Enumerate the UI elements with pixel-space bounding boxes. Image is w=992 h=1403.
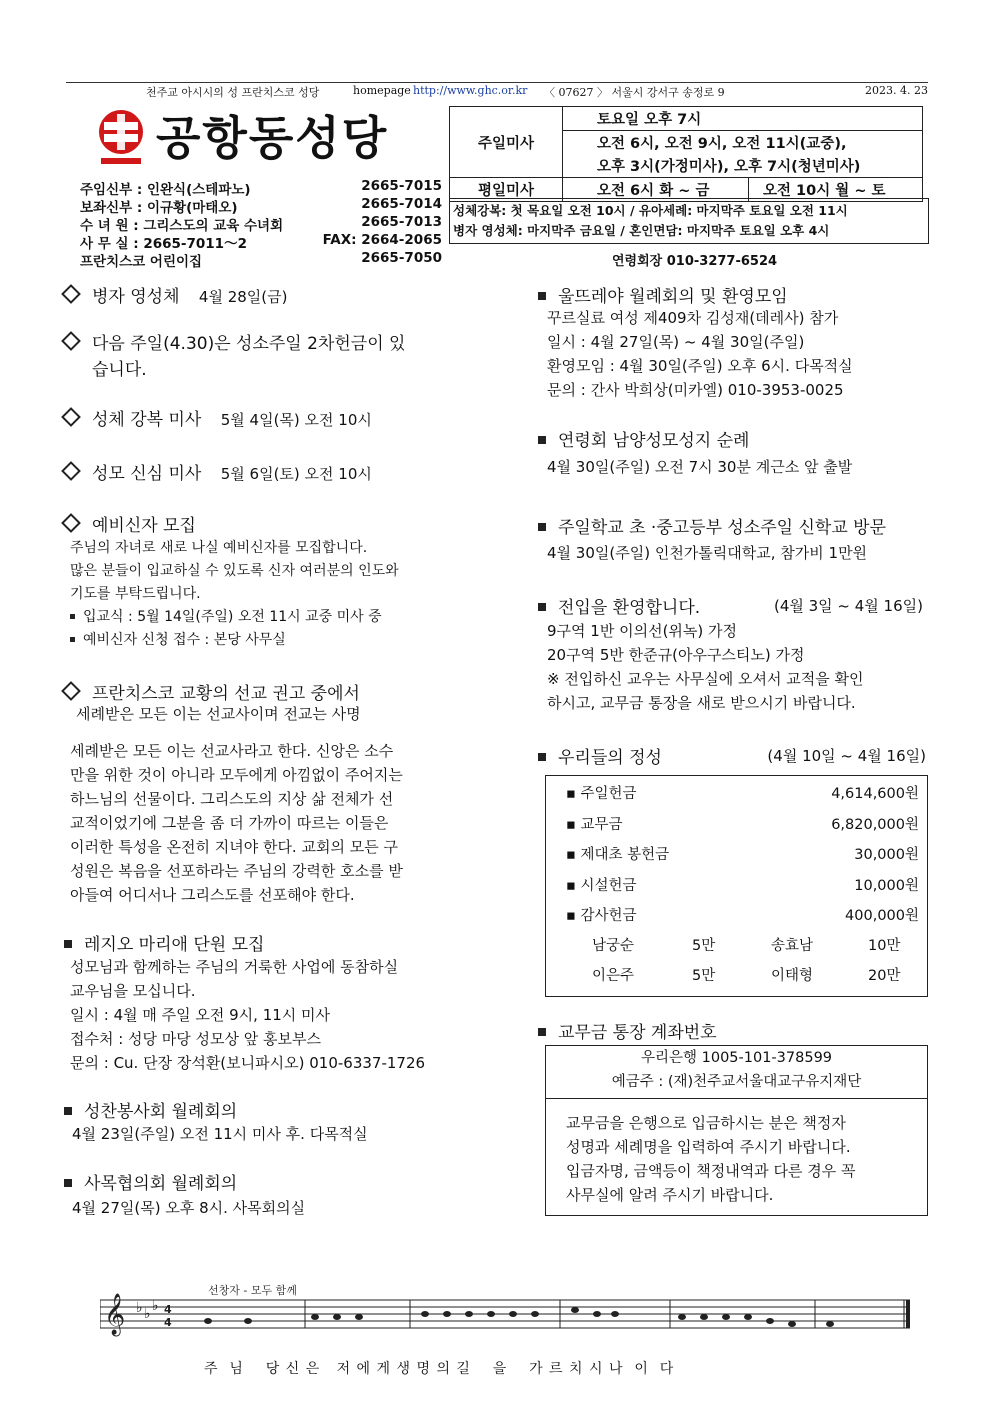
square-bullet-icon — [70, 637, 75, 642]
square-bullet-icon — [538, 523, 546, 531]
square-bullet-icon — [70, 614, 75, 619]
staff-row: 주임신부 : 인완식(스테파노) 2665-7015 — [80, 178, 442, 198]
benediction-notice: 성체 강복 미사 5월 4일(목) 오전 10시 — [64, 405, 372, 430]
square-bullet-icon — [538, 603, 546, 611]
pilgrimage-detail: 4월 30일(주일) 오전 7시 30분 계근소 앞 출발 — [547, 458, 853, 476]
svg-text:♭: ♭ — [144, 1306, 151, 1322]
offering-row: ▪ 제대초 봉헌금 30,000원 — [566, 847, 919, 863]
sunday-mass-line: 토요일 오후 7시 — [563, 107, 923, 131]
vocation-sunday-notice: 다음 주일(4.30)은 성소주일 2차헌금이 있 습니다. — [64, 331, 405, 383]
diamond-bullet-icon — [61, 331, 81, 351]
catechumen-heading: 예비신자 모집 — [64, 511, 196, 536]
music-staff — [100, 1280, 910, 1352]
offering-row: ▪ 주일헌금 4,614,600원 — [566, 786, 919, 802]
music-lyrics: 주 님 당 신 은 저 에 게 생 명 의 길 을 가 르 치 시 나 이 다 — [204, 1361, 675, 1377]
pastoral-council-heading: 사목협의회 월례회의 — [64, 1169, 237, 1194]
svg-text:♭: ♭ — [136, 1300, 143, 1316]
donor-row: 이은주 5만 이태형 20만 — [592, 967, 901, 984]
choir-meeting-detail: 4월 23일(주일) 오전 11시 미사 후. 다목적실 — [72, 1125, 368, 1143]
pope-exhortation-subtitle: 세례받은 모든 이는 선교사이며 전교는 사명 — [76, 705, 361, 723]
staff-list — [80, 178, 442, 268]
sacrament-info-line: 병자 영성체: 마지막주 금요일 / 혼인면담: 마지막주 토요일 오후 4시 — [453, 223, 830, 238]
weekday-mass-early: 오전 6시 화 ~ 금 — [563, 178, 749, 202]
sacrament-info-line: 성체강복: 첫 목요일 오전 10시 / 유아세례: 마지막주 토요일 오전 11시 — [453, 203, 848, 218]
bank-note-box: 교무금을 은행으로 입금하시는 분은 책정자 성명과 세례명을 입력하여 주시기 바랍니다. 입금자명, 금액등이 책정내역과 다른 경우 꼭 사무실에 알려 주시기 바랍니다. — [545, 1098, 928, 1216]
seminary-visit-detail: 4월 30일(주일) 인천가톨릭대학교, 참가비 1만원 — [547, 544, 868, 562]
welcome-body: 9구역 1반 이의선(위녹) 가정 20구역 5반 한준규(아우구스티노) 가정 ※ 전입하신 교우는 사무실에 오셔서 교적을 확인 하시고, 교무금 통장을 새로 받으시기 바랍니다. — [547, 622, 864, 712]
mass-schedule-table — [449, 106, 923, 202]
offering-row: ▪ 감사헌금 400,000원 — [566, 908, 919, 924]
offerings-box — [545, 775, 928, 997]
funeral-society-contact: 연령회장 010-3277-6524 — [612, 254, 778, 269]
offering-row: ▪ 교무금 6,820,000원 — [566, 816, 919, 833]
catechumen-body: 주님의 자녀로 새로 나실 예비신자를 모집합니다. 많은 분들이 입교하실 수 있도록 신자 여러분의 인도와 기도를 부탁드립니다. 입교식 : 5월 14일(주일) 오전 11시 교중 미사 중 예비신자 신청 접수 : 본당 사무실 — [70, 540, 399, 648]
svg-text:𝄞: 𝄞 — [104, 1294, 126, 1335]
donor-row: 남궁순 5만 송효남 10만 — [592, 937, 901, 954]
offerings-heading: 우리들의 정성 (4월 10일 ~ 4월 16일) — [538, 743, 926, 768]
homepage-link[interactable]: http://www.ghc.or.kr — [413, 84, 528, 97]
music-caption: 선창자 - 모두 함께 — [208, 1284, 297, 1297]
page-title: 공항동성당 — [156, 111, 389, 165]
sunday-mass-line: 오후 3시(가정미사), 오후 7시(청년미사) — [563, 154, 923, 178]
staff-row: 프란치스코 어린이집 2665-7050 — [80, 250, 442, 270]
svg-text:4: 4 — [164, 1316, 172, 1329]
marian-mass-notice: 성모 신심 미사 5월 6일(토) 오전 10시 — [64, 459, 372, 484]
top-divider — [66, 82, 928, 83]
diamond-bullet-icon — [61, 681, 81, 701]
pastoral-council-detail: 4월 27일(목) 오후 8시. 사목회의실 — [72, 1199, 306, 1217]
diamond-bullet-icon — [61, 284, 81, 304]
sunday-mass-line: 오전 6시, 오전 9시, 오전 11시(교중), — [563, 131, 923, 155]
staff-row: 수 녀 원 : 그리스도의 교육 수녀회 2665-7013 — [80, 214, 442, 234]
diamond-bullet-icon — [61, 461, 81, 481]
pope-exhortation-heading: 프란치스코 교황의 선교 권고 중에서 — [64, 679, 360, 704]
diamond-bullet-icon — [61, 407, 81, 427]
choir-meeting-heading: 성찬봉사회 월례회의 — [64, 1097, 237, 1122]
bank-account-holder: 예금주 : (재)천주교서울대교구유지재단 — [611, 1074, 862, 1090]
welcome-heading: 전입을 환영합니다. (4월 3일 ~ 4월 16일) — [538, 593, 923, 618]
legio-heading: 레지오 마리애 단원 모집 — [64, 930, 264, 955]
sacrament-info-box — [449, 198, 929, 244]
parish-line: 천주교 아시시의 성 프란치스코 성당 — [146, 86, 320, 99]
diamond-bullet-icon — [61, 513, 81, 533]
weekday-mass-late: 오전 10시 월 ~ 토 — [748, 178, 922, 202]
issue-date: 2023. 4. 23 — [865, 84, 928, 97]
square-bullet-icon — [538, 753, 546, 761]
offering-row: ▪ 시설헌금 10,000원 — [566, 877, 919, 894]
square-bullet-icon — [64, 1107, 72, 1115]
seminary-visit-heading: 주일학교 초 ·중고등부 성소주일 신학교 방문 — [538, 513, 886, 538]
square-bullet-icon — [64, 1179, 72, 1187]
square-bullet-icon — [538, 1028, 546, 1036]
top-info-line — [66, 84, 928, 100]
bank-account-heading: 교무금 통장 계좌번호 — [538, 1018, 717, 1043]
staff-row: 사 무 실 : 2665-7011～2 FAX: 2664-2065 — [80, 232, 442, 252]
weekday-mass-label: 평일미사 — [450, 178, 563, 202]
square-bullet-icon — [538, 436, 546, 444]
pilgrimage-heading: 연령회 남양성모성지 순례 — [538, 426, 749, 451]
ultreya-body: 꾸르실료 여성 제409차 김성재(데레사) 참가 일시 : 4월 27일(목) ~ 4월 30일(주일) 환영모임 : 4월 30일(주일) 오후 6시. 다목적실 문의 : 간사 박희상(미카엘) 010-3953-0025 — [547, 309, 853, 399]
ultreya-heading: 울뜨레야 월례회의 및 환영모임 — [538, 282, 788, 307]
square-bullet-icon — [538, 292, 546, 300]
legio-body: 성모님과 함께하는 주님의 거룩한 사업에 동참하실 교우님을 모십니다. 일시 : 4월 매 주일 오전 9시, 11시 미사 접수처 : 성당 마당 성모상 앞 홍보부스 문의 : Cu. 단장 장석환(보니파시오) 010-6337-1726 — [70, 958, 426, 1072]
parish-logo — [96, 106, 146, 168]
sunday-mass-label: 주일미사 — [450, 107, 563, 178]
svg-text:♭: ♭ — [152, 1298, 159, 1314]
homepage-label: homepage — [353, 84, 411, 97]
square-bullet-icon — [64, 940, 72, 948]
bank-account-number: 우리은행 1005-101-378599 — [640, 1050, 833, 1066]
svg-text:4: 4 — [164, 1303, 172, 1316]
staff-row: 보좌신부 : 이규황(마태오) 2665-7014 — [80, 196, 442, 216]
bank-account-box — [545, 1045, 928, 1099]
sick-communion-notice: 병자 영성체 4월 28일(금) — [64, 282, 288, 307]
pope-exhortation-paragraph: 세례받은 모든 이는 선교사라고 한다. 신앙은 소수 만을 위한 것이 아니라 모두에게 아낌없이 주어지는 하느님의 선물이다. 그리스도의 지상 삶 전체가 선 교적이었기에 그분을 좀 더 가까이 따르는 이들은 이러한 특성을 온전히 지녀야 한다. 교회의 모든 구 성원은 복음을 선포하라는 주님의 강력한 호소를 받 아들여 어디서나 그리스도를 선포해야 한다. — [70, 742, 403, 904]
address: 〈 07627 〉 서울시 강서구 송정로 9 — [544, 86, 725, 99]
